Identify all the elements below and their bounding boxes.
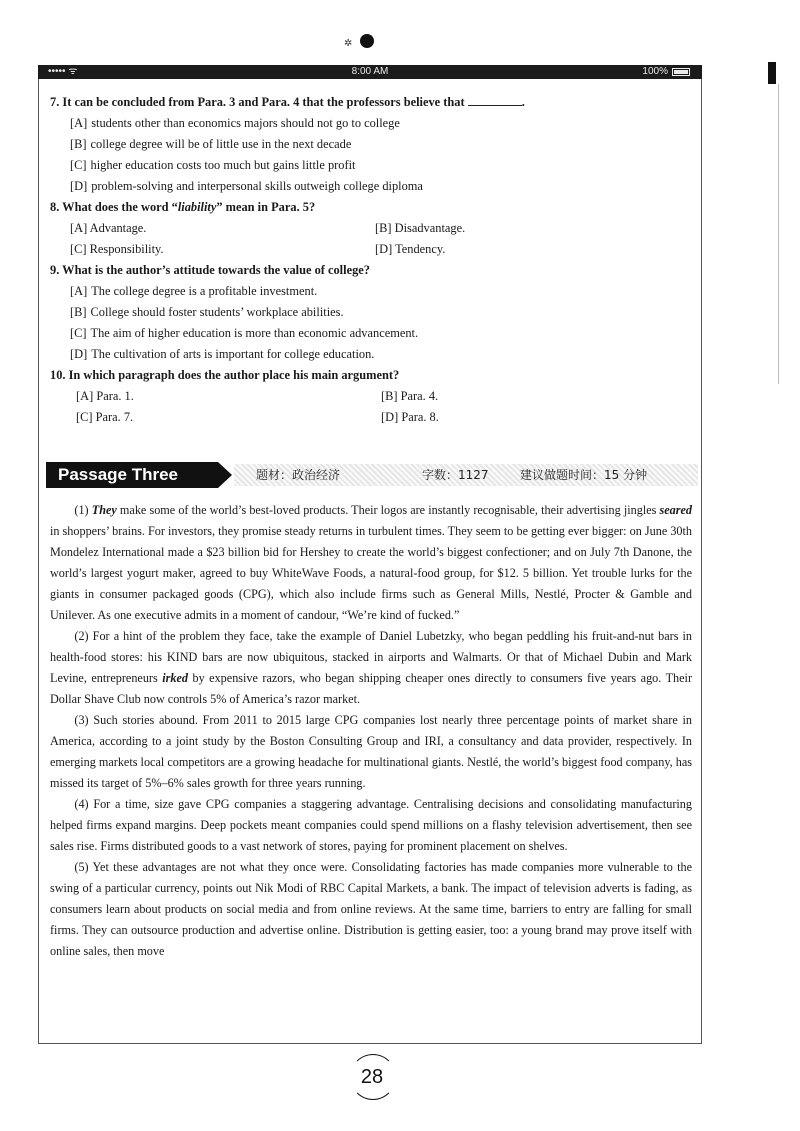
option-text: Tendency.: [395, 242, 446, 256]
option-letter: [C]: [76, 410, 93, 424]
question-7: 7. It can be concluded from Para. 3 and Para. 4 that the professors believe that .: [50, 95, 525, 109]
battery-icon: [672, 68, 690, 76]
passage-meta: [234, 464, 698, 486]
option-letter: [D]: [70, 347, 88, 361]
option-8a[interactable]: [70, 218, 375, 239]
key-word: seared: [659, 503, 692, 517]
frame-right-border: [701, 79, 702, 1043]
battery-indicator: [642, 65, 690, 79]
option-row: [50, 239, 692, 260]
option-text: Disadvantage.: [394, 221, 466, 235]
question-number: 9.: [50, 263, 60, 277]
question-stem: It can be concluded from Para. 3 and Para. 4 that the professors believe that: [62, 95, 465, 109]
option-7d[interactable]: [50, 176, 692, 197]
option-9c[interactable]: [50, 323, 692, 344]
question-stem: What is the author’s attitude towards the value of college?: [62, 263, 370, 277]
battery-percent: 100%: [642, 66, 668, 77]
option-text: problem-solving and interpersonal skills outweigh college diploma: [91, 179, 423, 193]
key-word: irked: [162, 671, 188, 685]
paragraph-text: in shoppers’ brains. For investors, they promise steady returns in turbulent times. They seem to be getting ever bigger: on June 30th Mondelez International made a $23 billion bid for Hershey to create the world’s biggest confectioner; and on July 7th Danone, the world’s largest yogurt maker, agreed to buy WhiteWave Foods, a natural-food group, for $12. 5 billion. Yet trouble lurks for the giants in consumer packaged goods (CPG), which also include firms such as General Mills, Nestlé, Procter & Gamble and Unilever. As one executive admits in a moment of candour, “We’re kind of fucked.”: [50, 524, 692, 622]
top-ornament: [336, 30, 396, 50]
paragraph-text: (1): [74, 503, 92, 517]
question-9: [50, 260, 692, 281]
passage-paragraph-2: [50, 626, 692, 710]
paragraph-text: (3) Such stories abound. From 2011 to 2015 large CPG companies lost nearly three percentage points of market share in America, according to a joint study by the Boston Consulting Group and IRI, a consultancy and data provider, respectively. In emerging markets local competitors are a growing headache for multinational giants. Nestlé, the world’s biggest food company, has missed its target of 5%–6% sales growth for three years running.: [50, 713, 692, 790]
passage-topic: 题材：政治经济: [256, 468, 341, 482]
passage-paragraph-1: [50, 500, 692, 626]
question-stem: In which paragraph does the author place his main argument?: [68, 368, 400, 382]
option-text: Para. 4.: [400, 389, 439, 403]
question-stem-end: ” mean in Para. 5?: [216, 200, 316, 214]
question-number: 8.: [50, 200, 60, 214]
questions-section: [50, 92, 692, 428]
page-number: 28: [344, 1052, 400, 1108]
option-letter: [A]: [70, 221, 88, 235]
option-7a[interactable]: [50, 113, 692, 134]
option-text: The cultivation of arts is important for college education.: [91, 347, 375, 361]
paragraph-text: by expensive razors, who began shipping cheaper ones directly to consumers five years ago. Their Dollar Shave Club now controls 5% of America’s razor market.: [50, 671, 693, 706]
option-7c[interactable]: [50, 155, 692, 176]
option-8c[interactable]: [70, 239, 375, 260]
passage-header: [38, 460, 702, 490]
option-7b[interactable]: [50, 134, 692, 155]
status-time: 8:00 AM: [351, 66, 389, 77]
side-rule: [778, 84, 779, 384]
option-text: Responsibility.: [89, 242, 164, 256]
option-letter: [A]: [76, 389, 94, 403]
option-9d[interactable]: [50, 344, 692, 365]
question-number: 7.: [50, 95, 60, 109]
question-stem: What does the word “: [62, 200, 178, 214]
frame-left-border: [38, 79, 39, 1043]
signal-icon: ••••• ᯤ: [48, 66, 78, 77]
option-9b[interactable]: [50, 302, 692, 323]
passage-paragraph-5: [50, 857, 692, 962]
option-text: Para. 8.: [401, 410, 439, 424]
option-text: higher education costs too much but gains little profit: [90, 158, 356, 172]
option-10c[interactable]: [76, 407, 381, 428]
passage-word-count: 字数：1127: [422, 468, 489, 482]
option-8b[interactable]: [375, 218, 680, 239]
side-marker: [768, 62, 776, 84]
option-text: Advantage.: [89, 221, 147, 235]
option-text: College should foster students’ workplace abilities.: [90, 305, 344, 319]
option-text: The aim of higher education is more than economic advancement.: [90, 326, 419, 340]
option-letter: [A]: [70, 284, 88, 298]
option-10d[interactable]: [381, 407, 686, 428]
option-letter: [A]: [70, 116, 88, 130]
question-10: [50, 365, 692, 386]
option-9a[interactable]: [50, 281, 692, 302]
option-letter: [B]: [381, 389, 398, 403]
option-letter: [C]: [70, 158, 87, 172]
passage-title: Passage Three: [46, 462, 218, 488]
option-text: students other than economics majors should not go to college: [91, 116, 400, 130]
passage-paragraph-3: [50, 710, 692, 794]
option-row: [50, 386, 692, 407]
option-text: The college degree is a profitable investment.: [91, 284, 318, 298]
passage-paragraph-4: [50, 794, 692, 857]
paragraph-text: make some of the world’s best-loved products. Their logos are instantly recognisable, their advertising jingles: [116, 503, 660, 517]
option-text: Para. 1.: [96, 389, 134, 403]
question-8: [50, 197, 692, 218]
option-letter: [D]: [70, 179, 88, 193]
option-letter: [D]: [375, 242, 393, 256]
passage-suggested-time: 建议做题时间：15 分钟: [520, 468, 648, 482]
option-letter: [B]: [70, 305, 87, 319]
option-text: Para. 7.: [95, 410, 134, 424]
option-letter: [B]: [70, 137, 87, 151]
ornament-dot-icon: [360, 34, 374, 48]
option-text: college degree will be of little use in the next decade: [90, 137, 352, 151]
option-letter: [C]: [70, 326, 87, 340]
option-row: [50, 218, 692, 239]
option-10a[interactable]: [76, 386, 381, 407]
option-8d[interactable]: [375, 239, 680, 260]
paragraph-text: (5) Yet these advantages are not what they once were. Consolidating factories has made companies more vulnerable to the swing of a particular currency, points out Nik Modi of RBC Capital Markets, a bank. The impact of television adverts is fading, as consumers learn about products on social media and from online reviews. At the same time, barriers to entry are falling for small firms. They can outsource production and advertise online. Distribution is getting easier, too: a young brand may prove itself with online sales, then move: [50, 860, 692, 958]
option-letter: [C]: [70, 242, 87, 256]
question-keyword: liability: [177, 200, 217, 214]
option-letter: [B]: [375, 221, 392, 235]
passage-body: [50, 500, 692, 962]
status-bar: [38, 65, 702, 79]
answer-blank: [468, 95, 522, 106]
option-10b[interactable]: [381, 386, 686, 407]
paragraph-text: (4) For a time, size gave CPG companies a staggering advantage. Centralising decisions and consolidating manufacturing helped firms expand margins. Deep pockets meant companies could spend millions on a flashy television advertisement, then see sales rise. Firms distributed goods to a vast network of stores, paying for prominent placement on shelves.: [50, 797, 692, 853]
option-row: [50, 407, 692, 428]
paragraph-text: (2) For a hint of the problem they face, take the example of Daniel Lubetzky, who began peddling his fruit-and-nut bars in health-food stores: his KIND bars are now ubiquitous, stacked in airports and Walmarts. Or that of Michael Dubin and Mark Levine, entrepreneurs: [50, 629, 692, 685]
question-number: 10.: [50, 368, 66, 382]
key-word: They: [91, 503, 117, 517]
ornament-star-icon: ✲: [344, 38, 353, 49]
option-letter: [D]: [381, 410, 399, 424]
passage-arrow-icon: [218, 462, 232, 488]
frame-bottom-border: [38, 1043, 702, 1044]
